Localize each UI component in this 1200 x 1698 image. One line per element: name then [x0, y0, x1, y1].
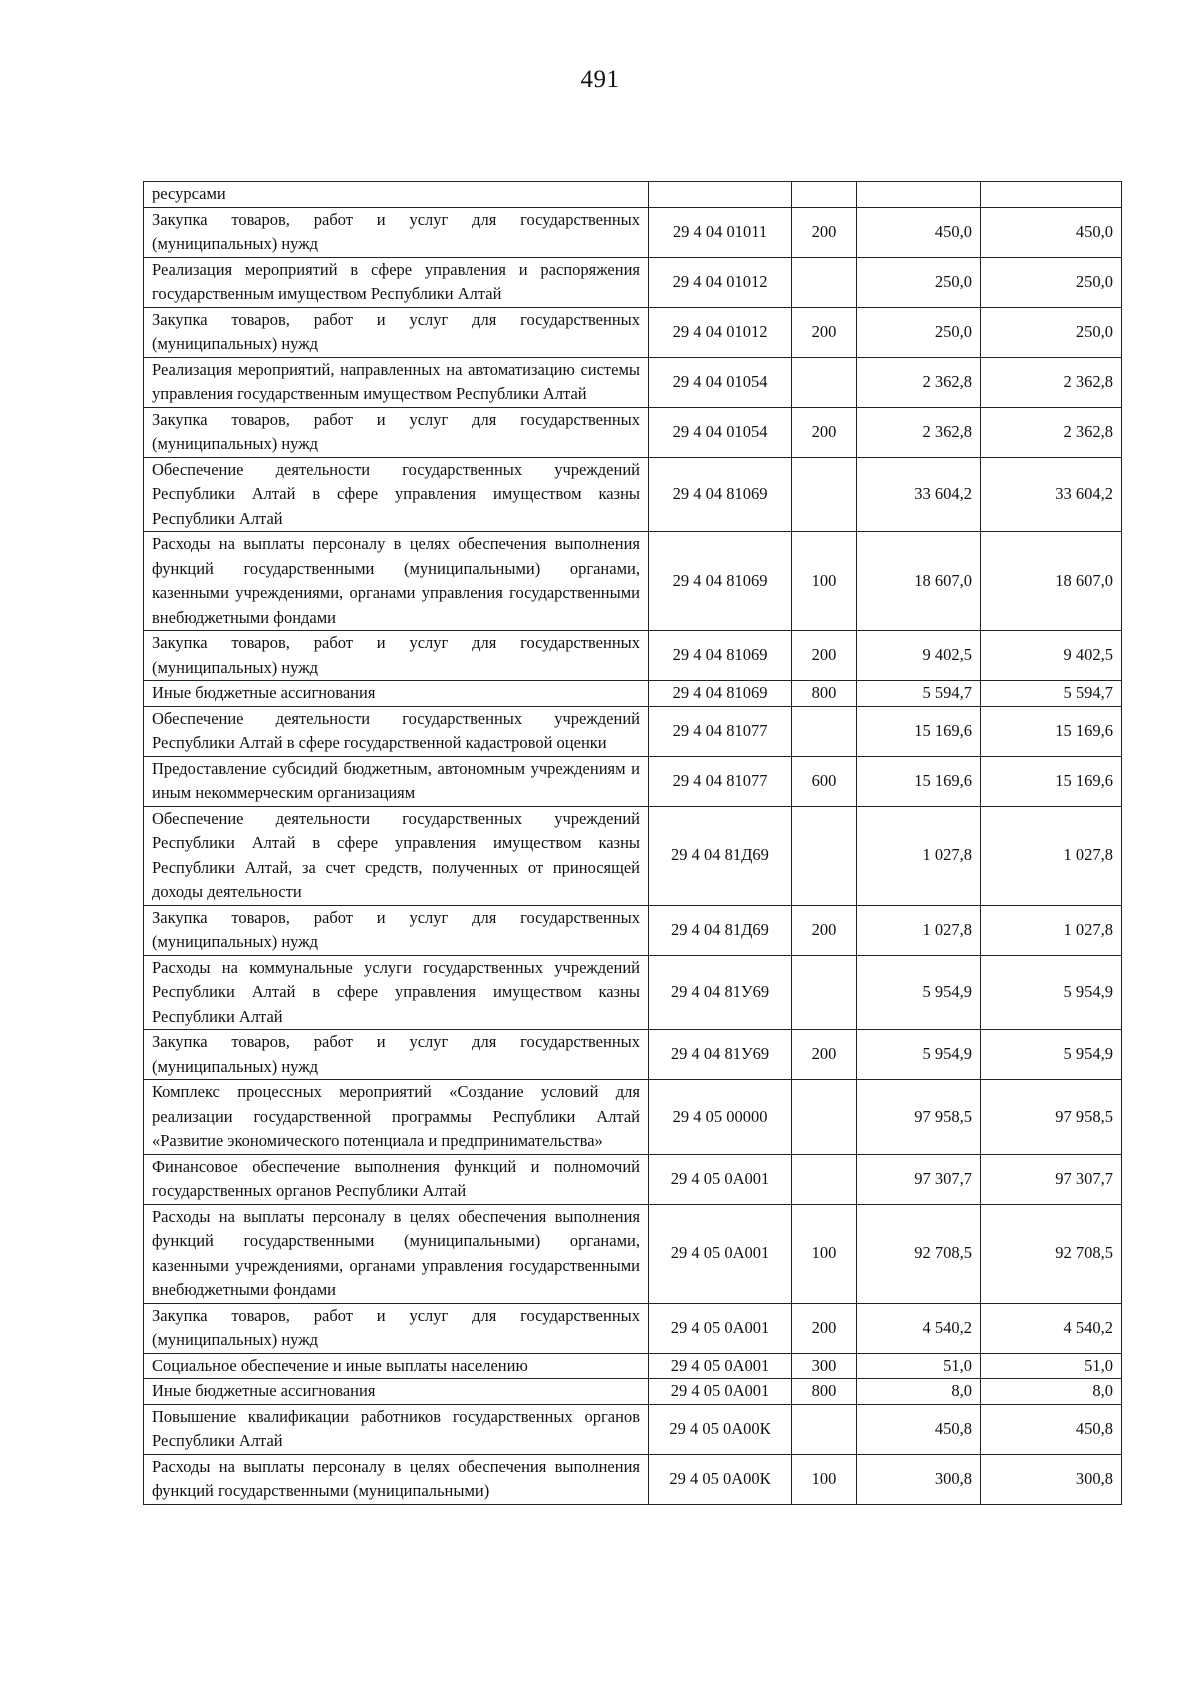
- row-expense-type: [792, 357, 857, 407]
- row-amount-2: 97 307,7: [981, 1154, 1122, 1204]
- row-target-code: 29 4 04 81077: [649, 706, 792, 756]
- row-amount-1: 9 402,5: [857, 631, 981, 681]
- row-amount-1: 97 307,7: [857, 1154, 981, 1204]
- row-amount-2: 9 402,5: [981, 631, 1122, 681]
- row-amount-2: 18 607,0: [981, 532, 1122, 631]
- row-amount-2: 15 169,6: [981, 756, 1122, 806]
- row-amount-2: 97 958,5: [981, 1080, 1122, 1155]
- row-description: Обеспечение деятельности государственных учреждений Республики Алтай в сфере государственной кадастровой оценки: [144, 706, 649, 756]
- row-target-code: 29 4 04 81069: [649, 631, 792, 681]
- row-target-code: 29 4 04 81069: [649, 532, 792, 631]
- row-amount-2: 2 362,8: [981, 407, 1122, 457]
- row-expense-type: 800: [792, 1379, 857, 1405]
- table-row: [144, 806, 1122, 905]
- row-expense-type: [792, 706, 857, 756]
- row-expense-type: [792, 257, 857, 307]
- row-target-code: 29 4 04 01012: [649, 257, 792, 307]
- row-amount-1: 4 540,2: [857, 1303, 981, 1353]
- row-description: Расходы на коммунальные услуги государственных учреждений Республики Алтай в сфере управления имуществом казны Республики Алтай: [144, 955, 649, 1030]
- row-amount-1: 1 027,8: [857, 806, 981, 905]
- row-target-code: 29 4 05 00000: [649, 1080, 792, 1155]
- row-target-code: 29 4 04 81У69: [649, 955, 792, 1030]
- row-description: Обеспечение деятельности государственных учреждений Республики Алтай в сфере управления имуществом казны Республики Алтай, за счет средств, полученных от приносящей доходы деятельности: [144, 806, 649, 905]
- table-row: [144, 257, 1122, 307]
- row-description: Социальное обеспечение и иные выплаты населению: [144, 1353, 649, 1379]
- row-amount-1: 450,0: [857, 207, 981, 257]
- row-description: Закупка товаров, работ и услуг для государственных (муниципальных) нужд: [144, 905, 649, 955]
- budget-table: [143, 181, 1122, 1505]
- table-row: [144, 357, 1122, 407]
- row-description: Закупка товаров, работ и услуг для государственных (муниципальных) нужд: [144, 1030, 649, 1080]
- row-target-code: 29 4 05 0А001: [649, 1379, 792, 1405]
- row-amount-1: 8,0: [857, 1379, 981, 1405]
- table-row: [144, 681, 1122, 707]
- row-expense-type: 200: [792, 407, 857, 457]
- row-amount-2: 300,8: [981, 1454, 1122, 1504]
- table-row: [144, 207, 1122, 257]
- row-expense-type: 200: [792, 905, 857, 955]
- row-amount-2: 33 604,2: [981, 457, 1122, 532]
- row-description: Иные бюджетные ассигнования: [144, 681, 649, 707]
- row-target-code: 29 4 04 81Д69: [649, 905, 792, 955]
- row-amount-1: 450,8: [857, 1404, 981, 1454]
- row-expense-type: 100: [792, 532, 857, 631]
- row-expense-type: [792, 1154, 857, 1204]
- row-description: Обеспечение деятельности государственных учреждений Республики Алтай в сфере управления имуществом казны Республики Алтай: [144, 457, 649, 532]
- row-expense-type: [792, 1404, 857, 1454]
- row-amount-2: 15 169,6: [981, 706, 1122, 756]
- row-description: Финансовое обеспечение выполнения функций и полномочий государственных органов Республики Алтай: [144, 1154, 649, 1204]
- row-amount-2: [981, 182, 1122, 208]
- row-target-code: 29 4 05 0А001: [649, 1303, 792, 1353]
- row-amount-2: 250,0: [981, 257, 1122, 307]
- row-description: Иные бюджетные ассигнования: [144, 1379, 649, 1405]
- row-amount-1: 250,0: [857, 257, 981, 307]
- row-description: Комплекс процессных мероприятий «Создание условий для реализации государственной программы Республики Алтай «Развитие экономического потенциала и предпринимательства»: [144, 1080, 649, 1155]
- row-target-code: 29 4 05 0А00К: [649, 1454, 792, 1504]
- row-description: Реализация мероприятий в сфере управления и распоряжения государственным имуществом Республики Алтай: [144, 257, 649, 307]
- table-row: [144, 1154, 1122, 1204]
- row-amount-2: 8,0: [981, 1379, 1122, 1405]
- row-amount-1: 15 169,6: [857, 756, 981, 806]
- table-row: [144, 1353, 1122, 1379]
- row-expense-type: 100: [792, 1204, 857, 1303]
- row-amount-1: 92 708,5: [857, 1204, 981, 1303]
- row-description: Закупка товаров, работ и услуг для государственных (муниципальных) нужд: [144, 1303, 649, 1353]
- row-target-code: 29 4 04 81069: [649, 681, 792, 707]
- row-expense-type: [792, 1080, 857, 1155]
- row-target-code: 29 4 05 0А001: [649, 1154, 792, 1204]
- row-amount-2: 450,0: [981, 207, 1122, 257]
- table-row: [144, 457, 1122, 532]
- row-amount-1: 300,8: [857, 1454, 981, 1504]
- table-row: [144, 706, 1122, 756]
- row-expense-type: [792, 806, 857, 905]
- row-description: Закупка товаров, работ и услуг для государственных (муниципальных) нужд: [144, 207, 649, 257]
- table-row: [144, 756, 1122, 806]
- row-description: Закупка товаров, работ и услуг для государственных (муниципальных) нужд: [144, 307, 649, 357]
- table-row: [144, 631, 1122, 681]
- row-amount-1: 250,0: [857, 307, 981, 357]
- row-amount-2: 450,8: [981, 1404, 1122, 1454]
- row-amount-2: 5 594,7: [981, 681, 1122, 707]
- row-target-code: 29 4 04 81069: [649, 457, 792, 532]
- row-description: Расходы на выплаты персоналу в целях обеспечения выполнения функций государственными (муниципальными) органами, казенными учреждениями, органами управления государственными внебюджетными фондами: [144, 532, 649, 631]
- row-amount-2: 1 027,8: [981, 905, 1122, 955]
- row-amount-1: [857, 182, 981, 208]
- row-target-code: 29 4 04 81У69: [649, 1030, 792, 1080]
- budget-table-body: [144, 182, 1122, 1505]
- row-target-code: 29 4 04 81077: [649, 756, 792, 806]
- table-row: [144, 182, 1122, 208]
- table-row: [144, 1379, 1122, 1405]
- table-row: [144, 1204, 1122, 1303]
- row-target-code: 29 4 04 01054: [649, 407, 792, 457]
- table-row: [144, 1454, 1122, 1504]
- row-expense-type: 100: [792, 1454, 857, 1504]
- row-amount-1: 51,0: [857, 1353, 981, 1379]
- table-row: [144, 532, 1122, 631]
- row-target-code: 29 4 04 01054: [649, 357, 792, 407]
- row-expense-type: 200: [792, 207, 857, 257]
- row-description: Закупка товаров, работ и услуг для государственных (муниципальных) нужд: [144, 407, 649, 457]
- row-amount-2: 4 540,2: [981, 1303, 1122, 1353]
- row-target-code: 29 4 05 0А001: [649, 1353, 792, 1379]
- row-target-code: 29 4 04 01011: [649, 207, 792, 257]
- row-target-code: 29 4 05 0А001: [649, 1204, 792, 1303]
- row-target-code: 29 4 05 0А00К: [649, 1404, 792, 1454]
- row-amount-1: 97 958,5: [857, 1080, 981, 1155]
- row-amount-2: 250,0: [981, 307, 1122, 357]
- table-row: [144, 1030, 1122, 1080]
- table-row: [144, 905, 1122, 955]
- row-expense-type: 200: [792, 1303, 857, 1353]
- row-expense-type: [792, 955, 857, 1030]
- page-number: 491: [580, 66, 620, 93]
- row-amount-1: 2 362,8: [857, 407, 981, 457]
- row-expense-type: 200: [792, 1030, 857, 1080]
- row-amount-2: 5 954,9: [981, 955, 1122, 1030]
- row-amount-2: 1 027,8: [981, 806, 1122, 905]
- table-row: [144, 1404, 1122, 1454]
- row-amount-1: 2 362,8: [857, 357, 981, 407]
- row-description: Расходы на выплаты персоналу в целях обеспечения выполнения функций государственными (муниципальными) органами, казенными учреждениями, органами управления государственными внебюджетными фондами: [144, 1204, 649, 1303]
- row-amount-1: 5 954,9: [857, 1030, 981, 1080]
- row-target-code: 29 4 04 81Д69: [649, 806, 792, 905]
- table-row: [144, 1080, 1122, 1155]
- row-target-code: [649, 182, 792, 208]
- row-amount-1: 5 594,7: [857, 681, 981, 707]
- row-amount-1: 15 169,6: [857, 706, 981, 756]
- row-description: Повышение квалификации работников государственных органов Республики Алтай: [144, 1404, 649, 1454]
- row-amount-2: 5 954,9: [981, 1030, 1122, 1080]
- row-description: ресурсами: [144, 182, 649, 208]
- row-expense-type: [792, 182, 857, 208]
- row-expense-type: 800: [792, 681, 857, 707]
- row-description: Реализация мероприятий, направленных на автоматизацию системы управления государственным имуществом Республики Алтай: [144, 357, 649, 407]
- row-description: Закупка товаров, работ и услуг для государственных (муниципальных) нужд: [144, 631, 649, 681]
- row-amount-2: 92 708,5: [981, 1204, 1122, 1303]
- row-description: Расходы на выплаты персоналу в целях обеспечения выполнения функций государственными (муниципальными): [144, 1454, 649, 1504]
- table-row: [144, 955, 1122, 1030]
- table-row: [144, 307, 1122, 357]
- row-amount-1: 33 604,2: [857, 457, 981, 532]
- row-expense-type: [792, 457, 857, 532]
- row-amount-2: 2 362,8: [981, 357, 1122, 407]
- row-amount-2: 51,0: [981, 1353, 1122, 1379]
- row-description: Предоставление субсидий бюджетным, автономным учреждениям и иным некоммерческим организациям: [144, 756, 649, 806]
- row-amount-1: 18 607,0: [857, 532, 981, 631]
- table-row: [144, 1303, 1122, 1353]
- table-row: [144, 407, 1122, 457]
- row-expense-type: 200: [792, 631, 857, 681]
- row-amount-1: 5 954,9: [857, 955, 981, 1030]
- row-amount-1: 1 027,8: [857, 905, 981, 955]
- row-target-code: 29 4 04 01012: [649, 307, 792, 357]
- row-expense-type: 600: [792, 756, 857, 806]
- row-expense-type: 300: [792, 1353, 857, 1379]
- row-expense-type: 200: [792, 307, 857, 357]
